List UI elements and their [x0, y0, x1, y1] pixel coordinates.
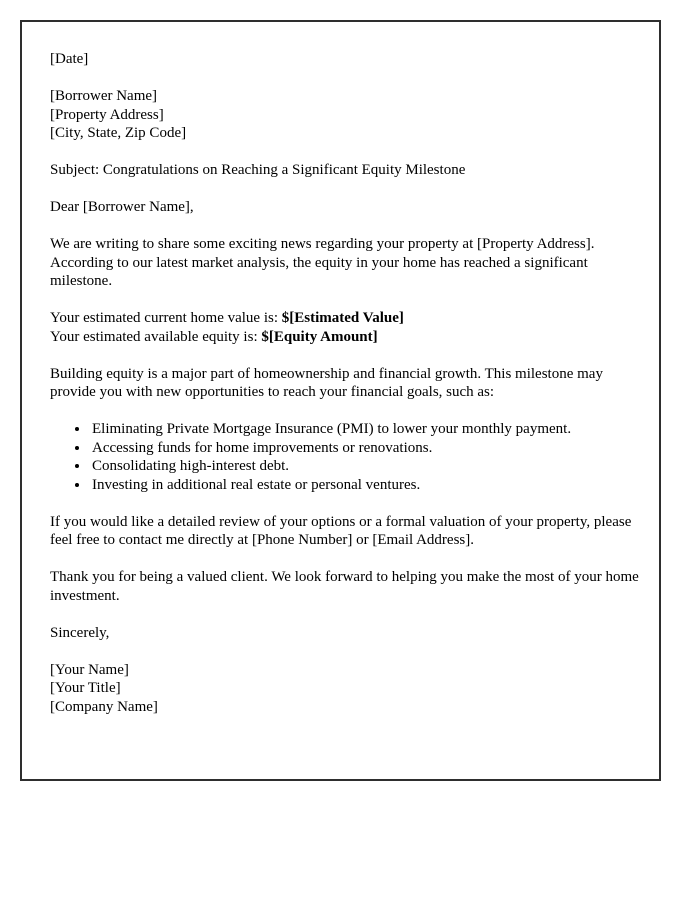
equity-amount-placeholder: $[Equity Amount]	[261, 328, 378, 345]
home-value-placeholder: $[Estimated Value]	[281, 310, 404, 326]
subject-line: Subject: Congratulations on Reaching a Significant Equity Milestone	[50, 162, 466, 178]
closing-line: Sincerely,	[50, 624, 110, 641]
letter-document	[20, 20, 661, 781]
equity-benefits-paragraph: Building equity is a major part of homeownership and financial growth. This milestone may provide you with new opportunities to reach your financial goals, such as:	[50, 365, 603, 400]
bullet-item-debt: • Consolidating high-interest debt.	[90, 457, 642, 476]
bullet-item-investing: • Investing in additional real estate or personal ventures.	[90, 476, 642, 495]
recipient-street-line: [Property Address]	[50, 106, 164, 123]
salutation-line: Dear [Borrower Name],	[50, 199, 194, 215]
signature-title-line: [Your Title]	[50, 680, 121, 696]
signature-block	[50, 661, 642, 717]
date-line: [Date]	[50, 51, 89, 67]
home-value-line	[50, 309, 642, 328]
thanks-paragraph: Thank you for being a valued client. We look forward to helping you make the most of your home investment.	[50, 569, 639, 604]
equity-amount-line	[50, 328, 642, 347]
recipient-address-block	[50, 87, 642, 143]
equity-values-block	[50, 309, 642, 346]
contact-paragraph: If you would like a detailed review of your options or a formal valuation of your property, please feel free to contact me directly at [Phone Number] or [Email Address].	[50, 513, 632, 548]
signature-company-line: [Company Name]	[50, 698, 158, 715]
letter-body	[22, 22, 661, 755]
signature-name-line: [Your Name]	[50, 661, 129, 678]
home-value-label: Your estimated current home value is:	[50, 310, 282, 326]
equity-amount-label: Your estimated available equity is:	[50, 328, 262, 345]
bullet-item-pmi: • Eliminating Private Mortgage Insurance (PMI) to lower your monthly payment.	[90, 420, 642, 439]
bullet-item-improvements: • Accessing funds for home improvements or renovations.	[90, 439, 642, 458]
recipient-city-line: [City, State, Zip Code]	[50, 125, 187, 141]
benefits-bullet-list	[50, 420, 642, 494]
recipient-name-line: [Borrower Name]	[50, 88, 158, 104]
intro-paragraph: We are writing to share some exciting news regarding your property at [Property Address]. According to our latest market analysis, the equity in your home has reached a significant milestone.	[50, 236, 595, 289]
